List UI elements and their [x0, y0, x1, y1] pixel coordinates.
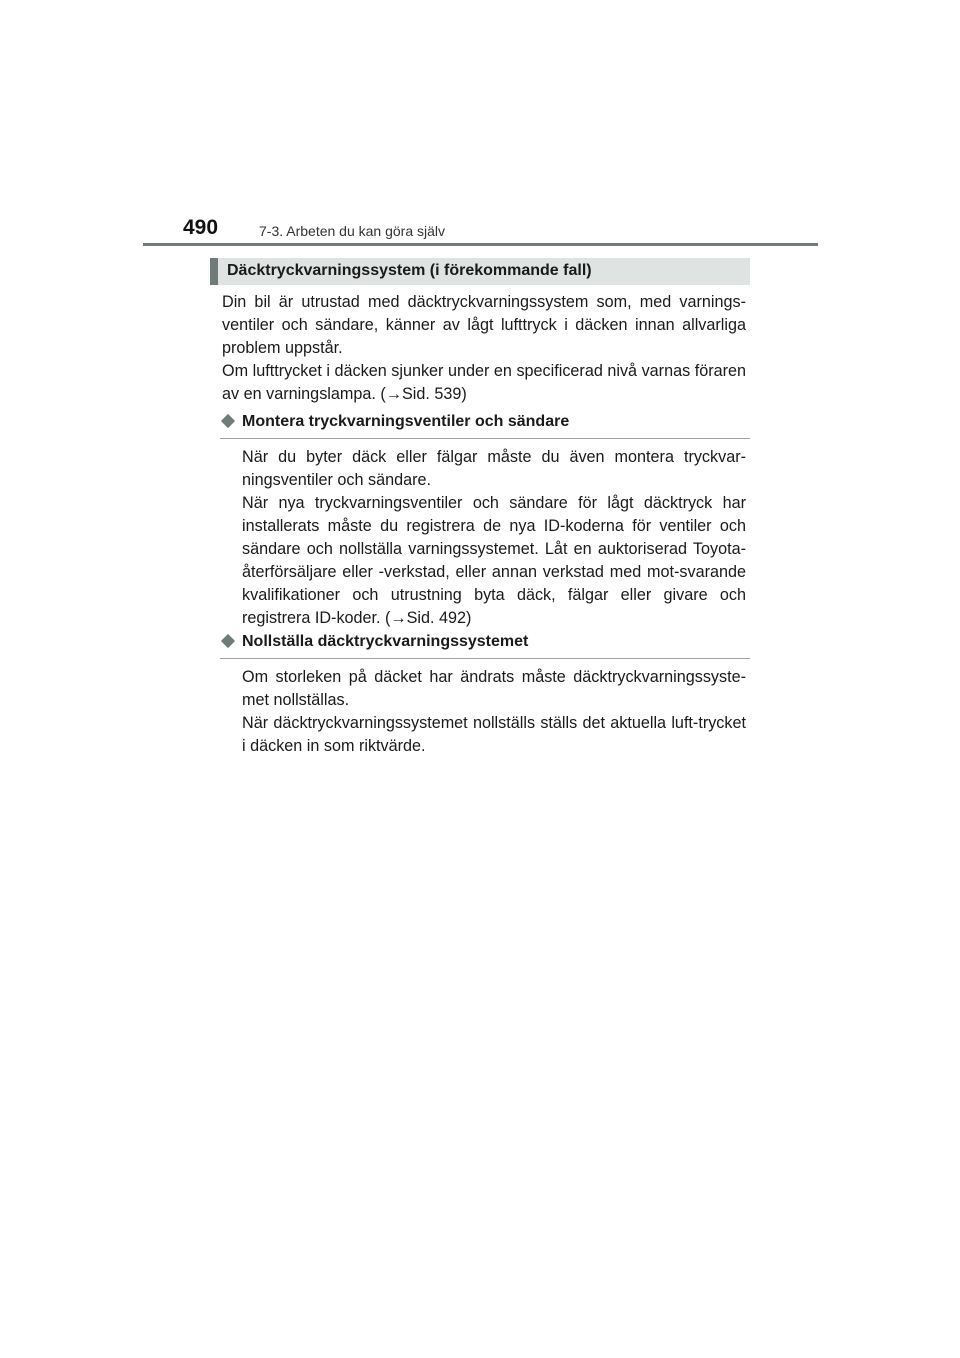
subsection-heading-reset [220, 631, 750, 659]
header-divider [143, 243, 818, 246]
reset-paragraph-1: Om storleken på däcket har ändrats måste däcktryckvarningssyste-met nollställas. [242, 668, 746, 709]
section-header [210, 258, 750, 285]
diamond-bullet-icon [221, 414, 235, 428]
intro-paragraph-2: Om lufttrycket i däcken sjunker under en specificerad nivå varnas föraren av en varningslampa. (→Sid. 539) [222, 362, 746, 403]
page-header [183, 216, 823, 246]
install-paragraph-1: När du byter däck eller fälgar måste du även montera tryckvar-ningsventiler och sändare. [242, 448, 746, 489]
install-paragraph-2: När nya tryckvarningsventiler och sändare för lågt däcktryck har installerats måste du registrera de nya ID-koderna för ventiler och sändare och nollställa varningssystemet. Låt en auktoriserad Toyota-återförsäljare eller -verkstad, eller annan verkstad med mot-svarande kvalifikationer och utrustning byta däck, fälgar eller givare och registrera ID-koder. (→Sid. 492) [242, 494, 746, 627]
intro-paragraph-1: Din bil är utrustad med däcktryckvarningssystem som, med varnings-ventiler och sändare, känner av lågt lufttryck i däcken innan allvarliga problem uppstår. [222, 293, 746, 357]
page-number: 490 [183, 216, 219, 239]
diamond-bullet-icon [221, 634, 235, 648]
section-title: Däcktryckvarningssystem (i förekommande fall) [227, 262, 592, 279]
chapter-title: 7-3. Arbeten du kan göra själv [259, 223, 446, 239]
subsection-title: Nollställa däcktryckvarningssystemet [242, 633, 529, 650]
reset-paragraph-2: När däcktryckvarningssystemet nollställs ställs det aktuella luft-trycket i däcken in som riktvärde. [242, 714, 746, 755]
subsection-heading-install [220, 411, 750, 439]
subsection-title: Montera tryckvarningsventiler och sändare [242, 413, 570, 430]
